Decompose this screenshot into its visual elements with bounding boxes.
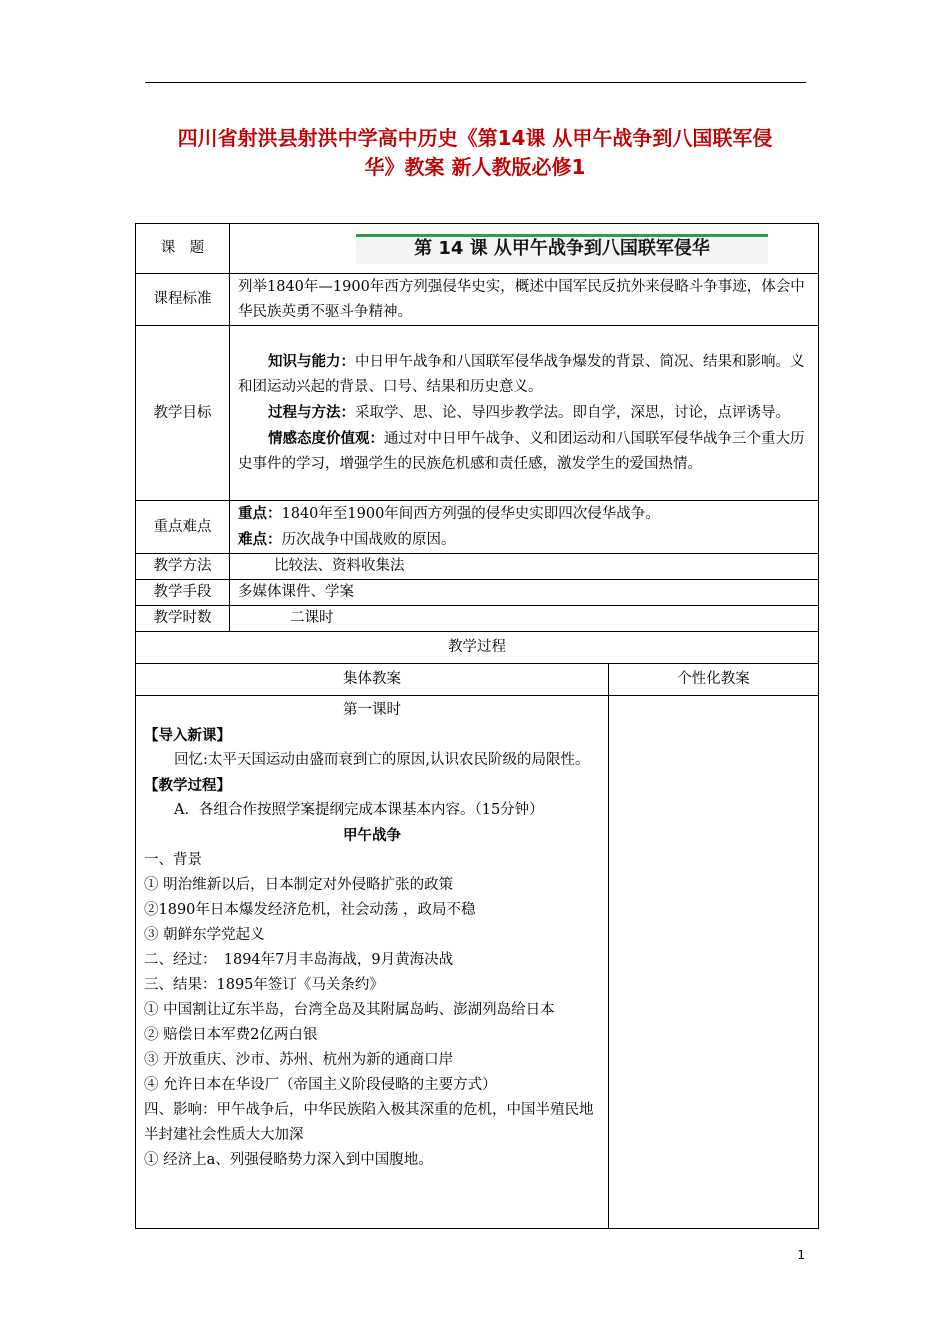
objective-emotion: 情感态度价值观：通过对中日甲午战争、义和团运动和八国联军侵华战争三个重大历史事件的学习，增强学生的民族危机感和责任感，激发学生的爱国热情。 <box>238 430 805 472</box>
impact-1: ① 经济上a、列强侵略势力深入到中国腹地。 <box>144 1152 433 1168</box>
label-means: 教学手段 <box>136 580 230 606</box>
row-column-headers <box>136 664 819 696</box>
background-3: ③ 朝鲜东学党起义 <box>144 927 265 943</box>
header-rule <box>145 82 806 83</box>
row-process-title <box>136 632 819 664</box>
standard-text: 列举1840年—1900年西方列强侵华史实，概述中国军民反抗外来侵略斗争事迹，体会中华民族英勇不驱斗争精神。 <box>230 274 819 326</box>
process-heading: 【教学过程】 <box>144 777 231 794</box>
label-objectives: 教学目标 <box>136 326 230 501</box>
page-number: 1 <box>797 1248 805 1262</box>
row-means <box>136 580 819 606</box>
document-title <box>130 124 820 182</box>
row-process-body <box>136 696 819 1229</box>
difficult-point: 难点：历次战争中国战败的原因。 <box>238 531 456 548</box>
collective-plan-content <box>136 696 609 1229</box>
first-lesson: 第一课时 <box>343 702 401 718</box>
intro-text: 回忆:太平天国运动由盛而衰到亡的原因,认识农民阶级的局限性。 <box>174 752 590 768</box>
row-keypoints <box>136 501 819 554</box>
personal-plan-content <box>609 696 819 1229</box>
key-point: 重点：1840年至1900年间西方列强的侵华史实即四次侵华战争。 <box>238 505 660 522</box>
objective-knowledge: 知识与能力：中日甲午战争和八国联军侵华战争爆发的背景、简况、结果和影响。义和团运动兴起的背景、口号、结果和历史意义。 <box>238 353 805 395</box>
background-2: ②1890年日本爆发经济危机，社会动荡 ，政局不稳 <box>144 902 476 918</box>
label-hours: 教学时数 <box>136 606 230 632</box>
objective-process: 过程与方法：采取学、思、论、导四步教学法。即自学，深思，讨论，点评诱导。 <box>268 404 790 421</box>
course: 二、经过： 1894年7月丰岛海战，9月黄海决战 <box>144 952 454 968</box>
process-title: 教学过程 <box>136 632 819 664</box>
title-line-1: 四川省射洪县射洪中学高中历史《第14课 从甲午战争到八国联军侵 <box>177 126 773 150</box>
row-standard <box>136 274 819 326</box>
result-4: ④ 允许日本在华设厂（帝国主义阶段侵略的主要方式） <box>144 1077 497 1093</box>
row-hours <box>136 606 819 632</box>
background-heading: 一、背景 <box>144 852 202 868</box>
col-header-collective: 集体教案 <box>136 664 609 696</box>
title-line-2: 华》教案 新人教版必修1 <box>364 155 586 179</box>
lesson-plan-table <box>135 223 819 1229</box>
label-topic: 课 题 <box>136 224 230 274</box>
lesson-banner <box>356 234 768 264</box>
row-method <box>136 554 819 580</box>
method-text: 比较法、资料收集法 <box>230 554 819 580</box>
result-1: ① 中国割让辽东半岛，台湾全岛及其附属岛屿、澎湖列岛给日本 <box>144 1002 555 1018</box>
step-a: A．各组合作按照学案提纲完成本课基本内容。（15分钟） <box>174 802 544 818</box>
col-header-personal: 个性化教案 <box>609 664 819 696</box>
hours-text: 二课时 <box>230 606 819 632</box>
label-method: 教学方法 <box>136 554 230 580</box>
result-2: ② 赔偿日本军费2亿两白银 <box>144 1027 318 1043</box>
label-keypoints: 重点难点 <box>136 501 230 554</box>
keypoints-cell <box>230 501 819 554</box>
objectives-cell <box>230 326 819 501</box>
background-1: ① 明治维新以后，日本制定对外侵略扩张的政策 <box>144 877 454 893</box>
impact-heading: 四、影响：甲午战争后，中华民族陷入极其深重的危机，中国半殖民地半封建社会性质大大加深 <box>144 1102 594 1143</box>
topic-cell <box>230 224 819 274</box>
row-objectives <box>136 326 819 501</box>
label-standard: 课程标准 <box>136 274 230 326</box>
result-heading: 三、结果：1895年签订《马关条约》 <box>144 977 384 993</box>
means-text: 多媒体课件、学案 <box>230 580 819 606</box>
section-title: 甲午战争 <box>343 827 401 844</box>
lesson-banner-text: 第 14 课 从甲午战争到八国联军侵华 <box>414 237 710 259</box>
intro-heading: 【导入新课】 <box>144 727 231 744</box>
row-topic <box>136 224 819 274</box>
result-3: ③ 开放重庆、沙市、苏州、杭州为新的通商口岸 <box>144 1052 454 1068</box>
